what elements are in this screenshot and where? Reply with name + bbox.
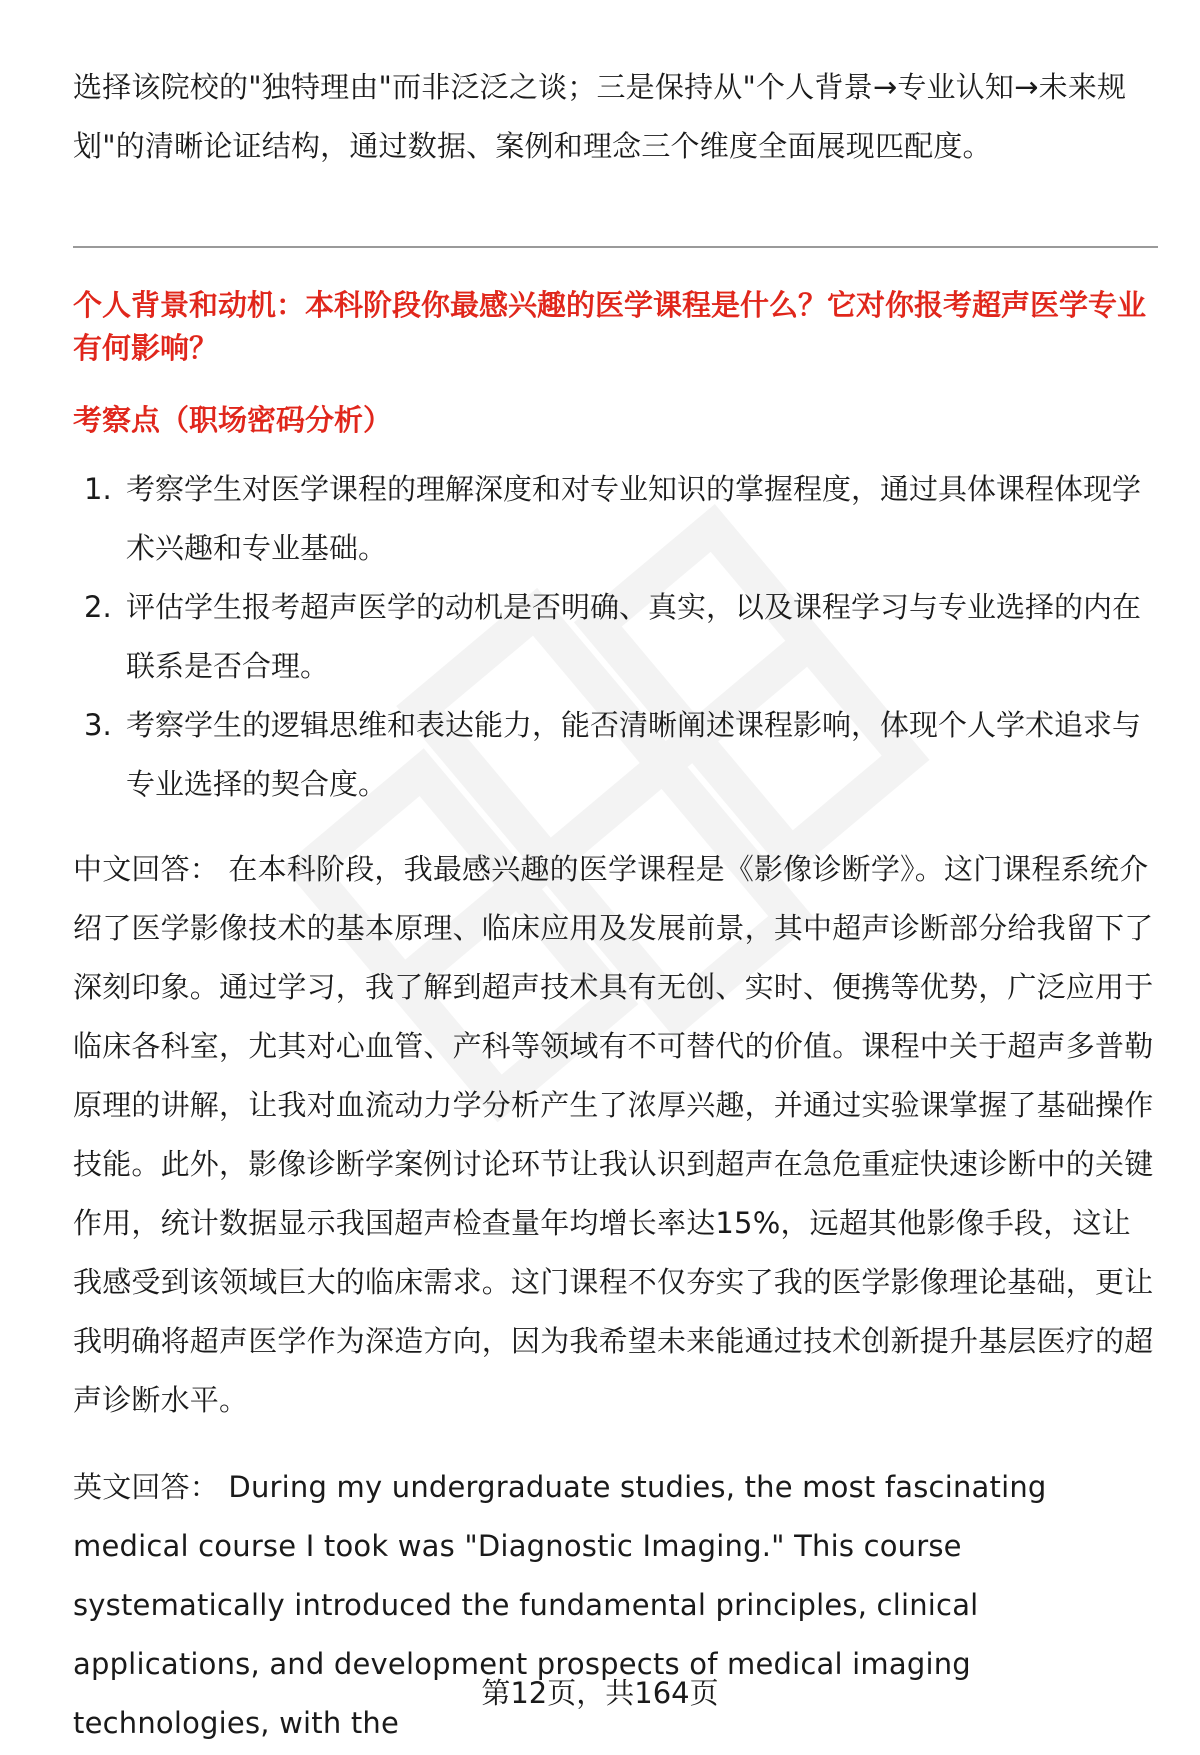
english-answer: 英文回答： During my undergraduate studies, the most fascinating medical course I took was "Diagnostic Imaging." This course systematically introduced the fundamental principles, clinical applications, and development prospects of medical imaging technologies, with the xyxy=(73,1470,1047,1740)
assessment-points-list xyxy=(73,460,1158,814)
list-item xyxy=(73,696,1158,814)
list-item-number: 3. xyxy=(84,708,112,742)
question-heading: 个人背景和动机：本科阶段你最感兴趣的医学课程是什么？它对你报考超声医学专业有何影响？ xyxy=(73,288,1147,365)
list-item xyxy=(73,578,1158,696)
list-item-number: 1. xyxy=(84,472,112,506)
list-item-number: 2. xyxy=(84,590,112,624)
list-item-text: 考察学生的逻辑思维和表达能力，能否清晰阐述课程影响，体现个人学术追求与专业选择的契合度。 xyxy=(126,708,1142,801)
content-column xyxy=(73,58,1158,1753)
list-item-text: 评估学生报考超声医学的动机是否明确、真实，以及课程学习与专业选择的内在联系是否合理。 xyxy=(126,590,1142,683)
list-item xyxy=(73,460,1158,578)
intro-paragraph: 选择该院校的"独特理由"而非泛泛之谈；三是保持从"个人背景→专业认知→未来规划"的清晰论证结构，通过数据、案例和理念三个维度全面展现匹配度。 xyxy=(73,70,1127,163)
section-title: 考察点（职场密码分析） xyxy=(73,403,393,437)
list-item-text: 考察学生对医学课程的理解深度和对专业知识的掌握程度，通过具体课程体现学术兴趣和专业基础。 xyxy=(126,472,1142,565)
chinese-answer: 中文回答： 在本科阶段，我最感兴趣的医学课程是《影像诊断学》。这门课程系统介绍了医学影像技术的基本原理、临床应用及发展前景，其中超声诊断部分给我留下了深刻印象。通过学习，我了解到超声技术具有无创、实时、便携等优势，广泛应用于临床各科室，尤其对心血管、产科等领域有不可替代的价值。课程中关于超声多普勒原理的讲解，让我对血流动力学分析产生了浓厚兴趣，并通过实验课掌握了基础操作技能。此外，影像诊断学案例讨论环节让我认识到超声在急危重症快速诊断中的关键作用，统计数据显示我国超声检查量年均增长率达15%，远超其他影像手段，这让我感受到该领域巨大的临床需求。这门课程不仅夯实了我的医学影像理论基础，更让我明确将超声医学作为深造方向，因为我希望未来能通过技术创新提升基层医疗的超声诊断水平。 xyxy=(73,852,1154,1417)
section-divider xyxy=(73,246,1158,248)
page-number-footer: 第12页，共164页 xyxy=(481,1676,719,1710)
